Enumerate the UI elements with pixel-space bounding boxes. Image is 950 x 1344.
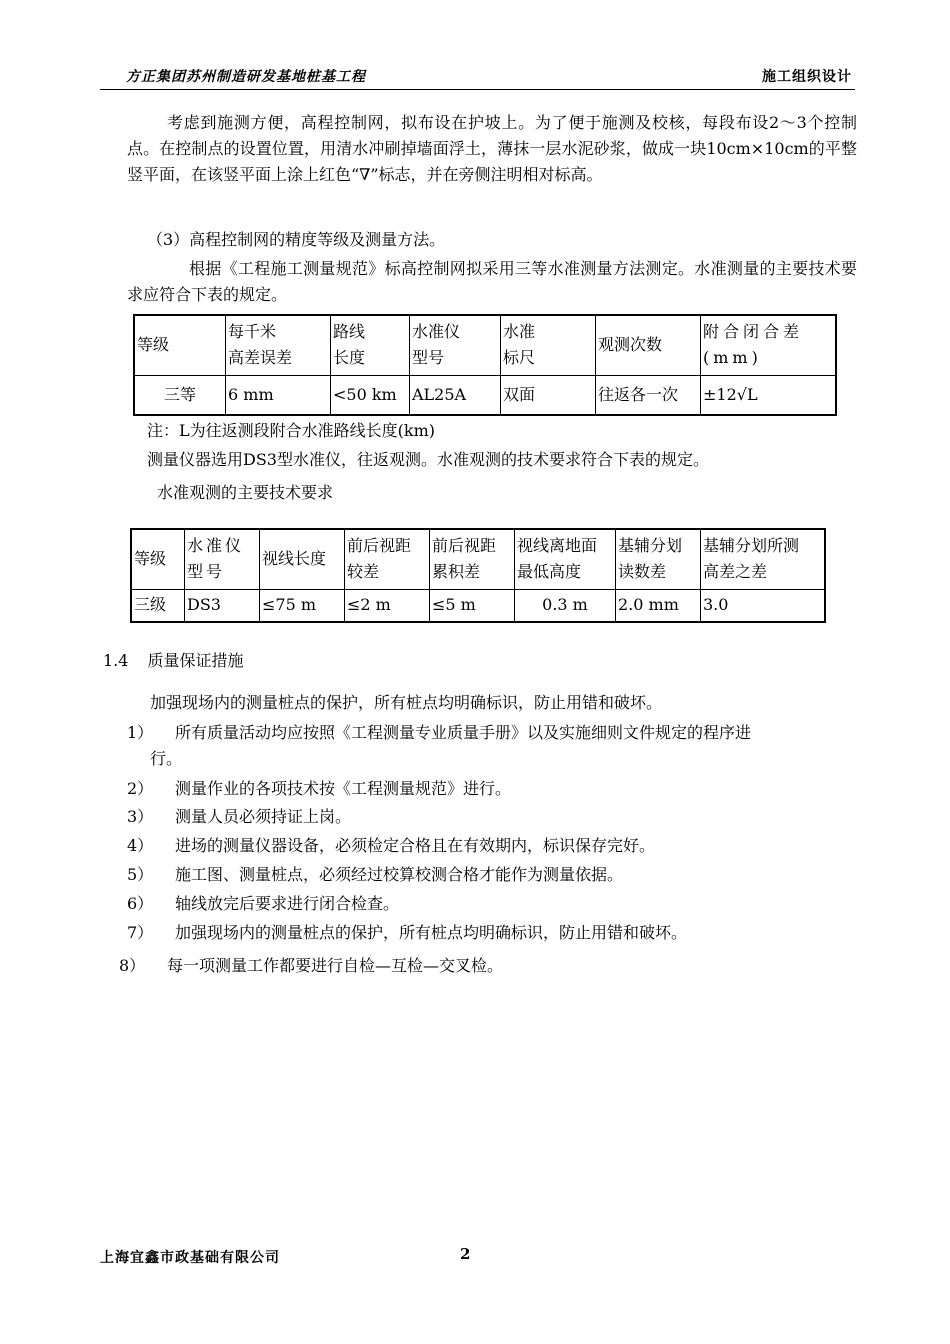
table-header-cell: 水准仪 型号	[410, 315, 501, 375]
table-cell: 0.3 m	[515, 589, 616, 622]
instrument-text: 测量仪器选用DS3型水准仪，往返观测。水准观测的技术要求符合下表的规定。	[147, 450, 709, 469]
table-header-cell: 每千米 高差误差	[226, 315, 331, 375]
table-cell: DS3	[185, 589, 260, 622]
table2-title: 水准观测的主要技术要求	[157, 483, 334, 502]
section-title: 质量保证措施	[147, 651, 244, 670]
list-item	[127, 833, 655, 859]
table-header-cell: 水准 标尺	[501, 315, 596, 375]
list-item-text: 轴线放完后要求进行闭合检查。	[175, 894, 400, 913]
paragraph-level-method: 根据《工程施工测量规范》标高控制网拟采用三等水准测量方法测定。水准测量的主要技术要求应符合下表的规定。	[127, 259, 857, 304]
quality-intro: 加强现场内的测量桩点的保护，所有桩点均明确标识，防止用错和破坏。	[150, 693, 663, 712]
list-item-number: 6）	[127, 894, 154, 913]
list-item	[127, 804, 351, 830]
section-number: 1.4	[103, 651, 129, 670]
list-item	[127, 920, 687, 946]
table-header-cell: 基辅分划所测 高差之差	[701, 529, 826, 589]
list-item	[119, 953, 503, 979]
table-header-cell: 视线长度	[260, 529, 345, 589]
header-divider	[100, 89, 855, 90]
table-cell: 双面	[501, 375, 596, 415]
list-item-text: 施工图、测量桩点，必须经过校算校测合格才能作为测量依据。	[175, 865, 624, 884]
table-header-row	[131, 529, 825, 589]
table-cell: 3.0	[701, 589, 826, 622]
table-note: 注：L为往返测段附合水准路线长度(km)	[147, 421, 435, 440]
list-item-number: 1）	[127, 723, 154, 742]
list-item-number: 8）	[119, 956, 146, 975]
table-header-cell: 等级	[134, 315, 226, 375]
list-item	[127, 891, 399, 917]
table-cell: ≤5 m	[430, 589, 515, 622]
list-item-continuation: 行。	[150, 749, 183, 768]
table-header-cell: 水准仪 型号	[185, 529, 260, 589]
table-cell: ≤75 m	[260, 589, 345, 622]
list-item	[127, 720, 751, 746]
list-item	[127, 862, 623, 888]
table-header-cell: 附合闭合差 (mm)	[701, 315, 837, 375]
table-cell: ≤2 m	[345, 589, 430, 622]
table-cell: 三等	[134, 375, 226, 415]
list-item-text: 测量作业的各项技术按《工程测量规范》进行。	[175, 779, 512, 798]
list-item-number: 2）	[127, 779, 154, 798]
table-header-cell: 基辅分划 读数差	[616, 529, 701, 589]
header-project-title: 方正集团苏州制造研发基地桩基工程	[126, 69, 366, 85]
list-item-text: 所有质量活动均应按照《工程测量专业质量手册》以及实施细则文件规定的程序进	[175, 723, 752, 742]
table-header-cell: 路线 长度	[331, 315, 410, 375]
table-header-cell: 前后视距 累积差	[430, 529, 515, 589]
table-header-cell: 观测次数	[596, 315, 701, 375]
table-cell: ±12√L	[701, 375, 837, 415]
list-item-text: 测量人员必须持证上岗。	[175, 807, 352, 826]
leveling-requirements-table	[133, 314, 837, 416]
list-item-number: 7）	[127, 923, 154, 942]
table-cell: 6 mm	[226, 375, 331, 415]
table-cell: 2.0 mm	[616, 589, 701, 622]
list-item-text: 加强现场内的测量桩点的保护，所有桩点均明确标识，防止用错和破坏。	[175, 923, 688, 942]
paragraph-control-network: 考虑到施测方便，高程控制网，拟布设在护坡上。为了便于施测及校核，每段布设2～3个控制点。在控制点的设置位置，用清水冲刷掉墙面浮土，薄抹一层水泥砂浆，做成一块10cm×10cm的平整竖平面，在该竖平面上涂上红色“∇”标志，并在旁侧注明相对标高。	[127, 113, 857, 184]
table-row	[134, 375, 836, 415]
list-item-number: 4）	[127, 836, 154, 855]
table-header-cell: 视线离地面 最低高度	[515, 529, 616, 589]
table-cell: <50 km	[331, 375, 410, 415]
leveling-observation-table	[130, 528, 826, 623]
list-item	[127, 776, 511, 802]
section-heading	[103, 648, 244, 674]
list-item-number: 3）	[127, 807, 154, 826]
page-number: 2	[460, 1245, 471, 1263]
table-header-cell: 前后视距 较差	[345, 529, 430, 589]
list-item-text: 进场的测量仪器设备，必须检定合格且在有效期内，标识保存完好。	[175, 836, 656, 855]
table-header-row	[134, 315, 836, 375]
table-header-cell: 等级	[131, 529, 185, 589]
item-3-heading: （3）高程控制网的精度等级及测量方法。	[147, 230, 446, 249]
list-item-number: 5）	[127, 865, 154, 884]
table-cell: 往返各一次	[596, 375, 701, 415]
header-document-type: 施工组织设计	[762, 69, 852, 85]
table-cell: 三级	[131, 589, 185, 622]
footer-company: 上海宜鑫市政基础有限公司	[100, 1250, 280, 1266]
table-cell: AL25A	[410, 375, 501, 415]
list-item-text: 每一项测量工作都要进行自检—互检—交叉检。	[167, 956, 504, 975]
table-row	[131, 589, 825, 622]
